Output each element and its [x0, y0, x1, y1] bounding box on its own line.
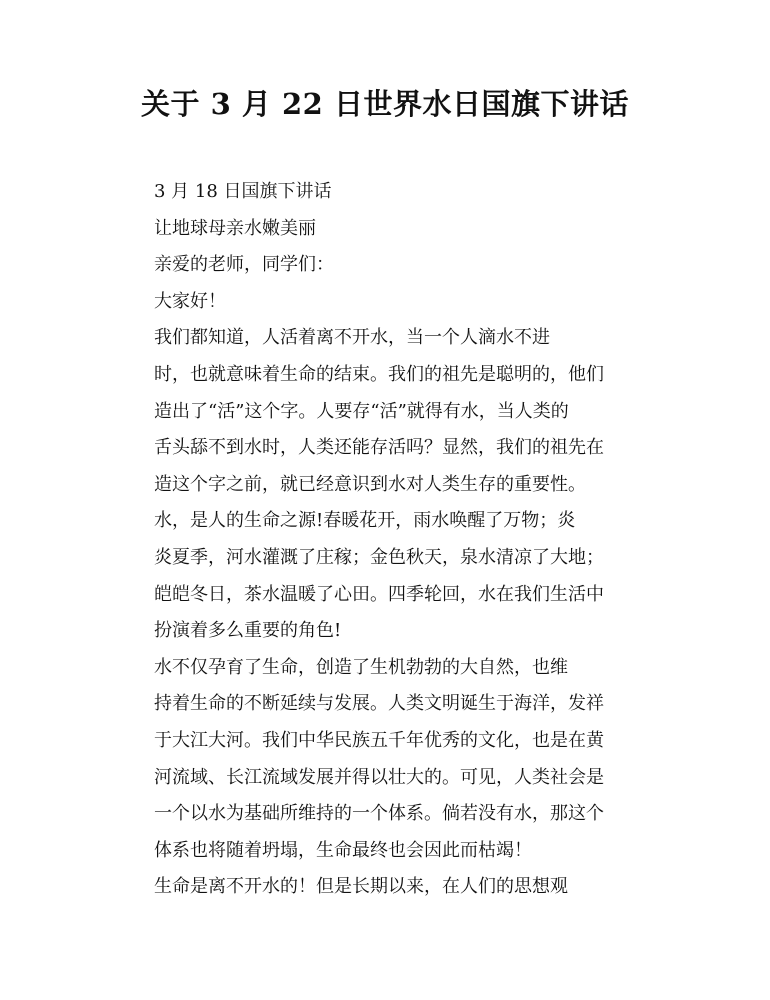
- text-line: 体系也将随着坍塌，生命最终也会因此而枯竭！: [154, 839, 532, 861]
- paragraph-body-2: [118, 503, 638, 649]
- paragraph-greeting: [118, 284, 638, 321]
- document-body: [118, 174, 638, 906]
- text-line: 皑皑冬日，茶水温暖了心田。四季轮回，水在我们生活中: [154, 583, 604, 605]
- text-line: 持着生命的不断延续与发展。人类文明诞生于海洋，发祥: [154, 693, 604, 715]
- text-line: 一个以水为基础所维持的一个体系。倘若没有水，那这个: [154, 803, 604, 825]
- paragraph-body-4: [118, 869, 638, 906]
- paragraph-body-3: [118, 650, 638, 870]
- text-line: 造这个字之前，就已经意识到水对人类生存的重要性。: [154, 473, 586, 495]
- text-line: 我们都知道，人活着离不开水，当一个人滴水不进: [154, 327, 550, 349]
- text-line: 水不仅孕育了生命，创造了生机勃勃的大自然，也维: [154, 656, 568, 678]
- document-title: 关于 3 月 22 日世界水日国旗下讲话: [141, 87, 629, 121]
- paragraph-salutation: [118, 247, 638, 284]
- paragraph-body-1: [118, 320, 638, 503]
- text-line: 炎夏季，河水灌溉了庄稼；金色秋天，泉水清凉了大地；: [154, 546, 604, 568]
- text-line: 生命是离不开水的！但是长期以来，在人们的思想观: [154, 876, 568, 898]
- text-line: 时，也就意味着生命的结束。我们的祖先是聪明的，他们: [154, 363, 604, 385]
- text-line: 扮演着多么重要的角色!: [154, 620, 342, 642]
- text-line: 于大江大河。我们中华民族五千年优秀的文化，也是在黄: [154, 729, 604, 751]
- text-line: 亲爱的老师，同学们：: [154, 254, 334, 276]
- text-line: 大家好！: [154, 290, 226, 312]
- text-line: 造出了“活”这个字。人要存“活”就得有水，当人类的: [154, 400, 569, 422]
- text-line: 3 月 18 日国旗下讲话: [154, 181, 332, 202]
- text-line: 让地球母亲水嫩美丽: [154, 217, 316, 239]
- text-line: 水，是人的生命之源!春暖花开，雨水唤醒了万物；炎: [154, 510, 576, 532]
- paragraph-date: [118, 174, 638, 211]
- text-line: 河流域、长江流域发展并得以壮大的。可见，人类社会是: [154, 766, 604, 788]
- text-line: 舌头舔不到水时，人类还能存活吗？显然，我们的祖先在: [154, 437, 604, 459]
- paragraph-subtitle: [118, 211, 638, 248]
